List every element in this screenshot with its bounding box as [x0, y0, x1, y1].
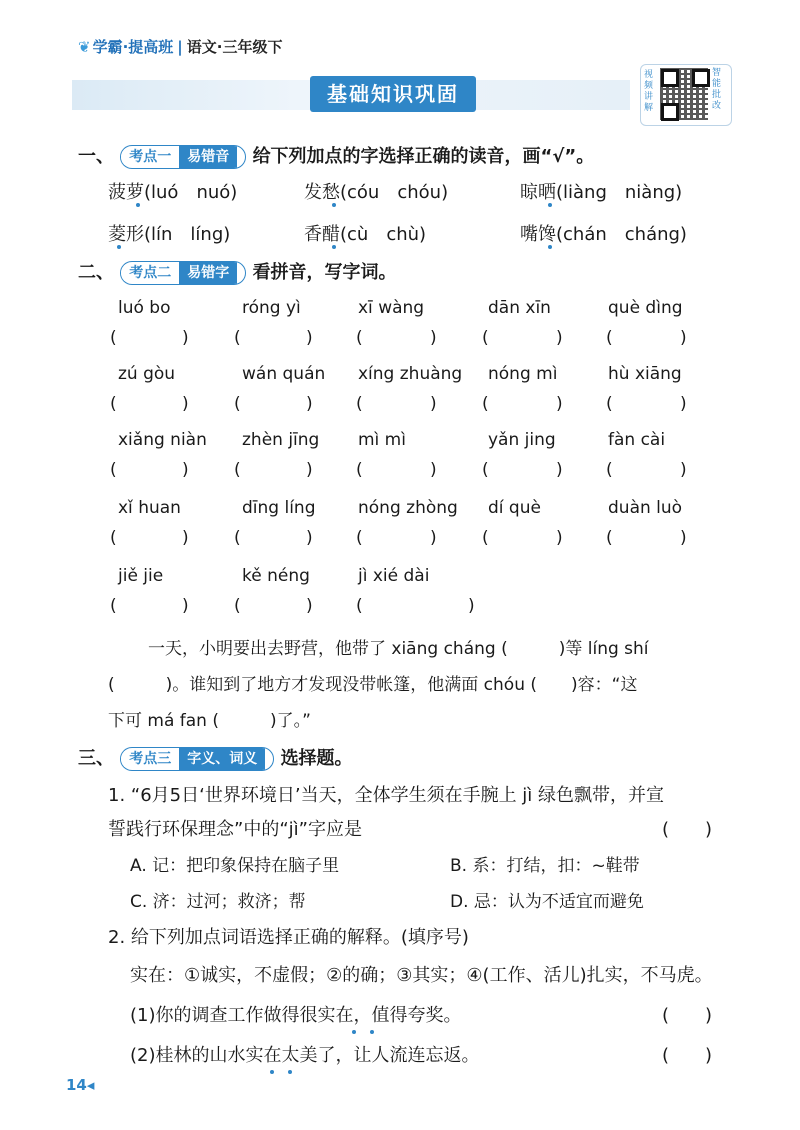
- answer-blank-close[interactable]: ): [182, 528, 189, 548]
- question-2-item: (1)你的调查工作做得很实在，值得夸奖。: [130, 1005, 462, 1026]
- emphasis-dot: [352, 1030, 356, 1034]
- pronunciation-item[interactable]: 晾晒(liàng niàng): [520, 182, 683, 203]
- definition-list: 实在：①诚实，不虚假；②的确；③其实；④(工作、活儿)扎实，不马虎。: [130, 965, 713, 986]
- emphasis-dot: [548, 245, 552, 249]
- pronunciation-item[interactable]: 香醋(cù chù): [304, 224, 427, 245]
- emphasis-dot: [117, 245, 121, 249]
- answer-blank-open[interactable]: (: [110, 328, 117, 348]
- answer-blank-close[interactable]: ): [306, 460, 313, 480]
- pinyin-prompt: hù xiāng: [608, 364, 682, 384]
- topic-tag: [120, 261, 246, 285]
- book-header: [78, 36, 282, 57]
- tag-label: 考点二: [121, 265, 179, 281]
- answer-blank-open[interactable]: (: [110, 596, 117, 616]
- qr-corner-icon: [661, 103, 679, 121]
- answer-blank-open[interactable]: (: [234, 460, 241, 480]
- passage-line[interactable]: ( )。谁知到了地方才发现没带帐篷，他满面 chóu ( )容：“这: [108, 675, 638, 695]
- answer-blank-open[interactable]: (: [356, 460, 363, 480]
- pinyin-prompt: xǐ huan: [118, 498, 181, 518]
- option-d[interactable]: D. 忌：认为不适宜而避免: [450, 892, 644, 912]
- answer-blank-open[interactable]: (: [234, 394, 241, 414]
- section-1-heading: [78, 142, 594, 169]
- pinyin-prompt: zhèn jīng: [242, 430, 320, 450]
- pinyin-prompt: dīng líng: [242, 498, 316, 518]
- page-title: 基础知识巩固: [310, 76, 476, 112]
- qr-corner-icon: [692, 69, 710, 87]
- answer-blank-open[interactable]: (: [606, 460, 613, 480]
- brand-name: 学霸·提高班: [92, 38, 174, 56]
- topic-tag: [120, 145, 246, 169]
- answer-blank-close[interactable]: ): [556, 528, 563, 548]
- answer-blank-close[interactable]: ): [556, 328, 563, 348]
- answer-blank-close[interactable]: ): [680, 328, 687, 348]
- answer-blank-close[interactable]: ): [680, 394, 687, 414]
- answer-blank-open[interactable]: (: [356, 394, 363, 414]
- answer-blank-open[interactable]: (: [234, 328, 241, 348]
- emphasis-dot: [136, 203, 140, 207]
- pinyin-prompt: jiě jie: [118, 566, 164, 586]
- pinyin-prompt: yǎn jing: [488, 430, 556, 450]
- pronunciation-item[interactable]: 嘴馋(chán cháng): [520, 224, 687, 245]
- option-b[interactable]: B. 系：打结，扣：~鞋带: [450, 856, 640, 876]
- pinyin-prompt: dān xīn: [488, 298, 551, 318]
- tag-label: 易错音: [179, 146, 237, 168]
- answer-blank-open[interactable]: (: [606, 328, 613, 348]
- section-instruction: 选择题。: [280, 748, 353, 769]
- question-2-item: (2)桂林的山水实在太美了，让人流连忘返。: [130, 1045, 480, 1066]
- answer-blank-open[interactable]: (: [482, 394, 489, 414]
- emphasis-dot: [270, 1070, 274, 1074]
- subject-grade: 语文·三年级下: [186, 38, 283, 56]
- answer-blank-close[interactable]: ): [680, 528, 687, 548]
- page-number: [66, 1076, 94, 1094]
- pinyin-prompt: xī wàng: [358, 298, 425, 318]
- answer-blank-open[interactable]: (: [356, 328, 363, 348]
- answer-blank-close[interactable]: ): [182, 394, 189, 414]
- tag-label: 考点一: [121, 149, 179, 165]
- answer-blank-open[interactable]: (: [356, 528, 363, 548]
- answer-blank-close[interactable]: ): [680, 460, 687, 480]
- answer-blank-close[interactable]: ): [306, 528, 313, 548]
- pronunciation-item[interactable]: 发愁(cóu chóu): [304, 182, 449, 203]
- section-instruction: 看拼音，写字词。: [252, 262, 397, 283]
- answer-blank-open[interactable]: (: [234, 528, 241, 548]
- answer-blank-close[interactable]: ): [556, 460, 563, 480]
- answer-blank-close[interactable]: ): [430, 328, 437, 348]
- answer-blank-open[interactable]: (: [482, 460, 489, 480]
- answer-blank[interactable]: ( ): [662, 1045, 713, 1066]
- triangle-icon: ◂: [86, 1076, 95, 1094]
- option-a[interactable]: A. 记：把印象保持在脑子里: [130, 856, 340, 876]
- pinyin-prompt: róng yì: [242, 298, 301, 318]
- question-1-text: 誓践行环保理念”中的“jì”字应是: [108, 819, 362, 840]
- emphasis-dot: [548, 203, 552, 207]
- emphasis-dot: [370, 1030, 374, 1034]
- passage-line[interactable]: 一天，小明要出去野营，他带了 xiāng cháng ( )等 líng shí: [148, 639, 649, 659]
- pronunciation-item[interactable]: 菠萝(luó nuó): [108, 182, 238, 203]
- answer-blank-close[interactable]: ): [430, 394, 437, 414]
- answer-blank-open[interactable]: (: [482, 328, 489, 348]
- tag-label: 考点三: [121, 751, 179, 767]
- tag-label: 易错字: [179, 262, 237, 284]
- pinyin-prompt: luó bo: [118, 298, 171, 318]
- pinyin-prompt: què dìng: [608, 298, 683, 318]
- section-3-heading: [78, 744, 353, 771]
- answer-blank-close[interactable]: ): [182, 596, 189, 616]
- section-number: 三、: [78, 748, 114, 769]
- pinyin-prompt: nóng mì: [488, 364, 558, 384]
- section-number: 二、: [78, 262, 114, 283]
- section-2-heading: [78, 258, 397, 285]
- answer-blank-open[interactable]: (: [606, 394, 613, 414]
- answer-blank-close[interactable]: ): [556, 394, 563, 414]
- answer-blank-close[interactable]: ): [306, 394, 313, 414]
- answer-blank-close[interactable]: ): [430, 460, 437, 480]
- pinyin-prompt: kě néng: [242, 566, 310, 586]
- passage-line[interactable]: 下可 má fan ( )了。”: [108, 711, 311, 731]
- question-1-text: 1. “6月5日‘世界环境日’当天，全体学生须在手腕上 jì 绿色飘带，并宣: [108, 785, 665, 806]
- pinyin-prompt: jì xié dài: [358, 566, 430, 586]
- pinyin-prompt: wán quán: [242, 364, 326, 384]
- answer-blank-open[interactable]: (: [110, 528, 117, 548]
- pinyin-prompt: xíng zhuàng: [358, 364, 463, 384]
- answer-blank[interactable]: ( ): [662, 819, 713, 840]
- emphasis-dot: [288, 1070, 292, 1074]
- answer-blank-close[interactable]: ): [182, 328, 189, 348]
- answer-blank-open[interactable]: (: [482, 528, 489, 548]
- answer-blank-close[interactable]: ): [182, 460, 189, 480]
- pinyin-prompt: fàn cài: [608, 430, 666, 450]
- answer-blank-open[interactable]: (: [234, 596, 241, 616]
- qr-corner-icon: [661, 69, 679, 87]
- header-separator: |: [177, 38, 183, 56]
- option-c[interactable]: C. 济：过河；救济；帮: [130, 892, 306, 912]
- answer-blank-close[interactable]: ): [306, 328, 313, 348]
- answer-blank-close[interactable]: ): [430, 528, 437, 548]
- emphasis-dot: [332, 203, 336, 207]
- answer-blank-open[interactable]: (: [356, 596, 363, 616]
- qr-label-video: 视频讲解: [644, 70, 654, 113]
- answer-blank-open[interactable]: (: [606, 528, 613, 548]
- leaf-icon: ❦: [78, 38, 91, 56]
- answer-blank-open[interactable]: (: [110, 394, 117, 414]
- answer-blank-close[interactable]: ): [306, 596, 313, 616]
- qr-label-grading: 智能批改: [712, 68, 722, 111]
- section-number: 一、: [78, 146, 114, 167]
- topic-tag: [120, 747, 274, 771]
- pinyin-prompt: nóng zhòng: [358, 498, 458, 518]
- answer-blank-close[interactable]: ): [468, 596, 475, 616]
- question-2-title: 2. 给下列加点词语选择正确的解释。(填序号): [108, 927, 469, 948]
- pronunciation-item[interactable]: 菱形(lín líng): [108, 224, 231, 245]
- pinyin-prompt: mì mì: [358, 430, 406, 450]
- pinyin-prompt: duàn luò: [608, 498, 683, 518]
- section-instruction: 给下列加点的字选择正确的读音，画“√”。: [252, 146, 595, 167]
- pinyin-prompt: dí què: [488, 498, 541, 518]
- pinyin-prompt: zú gòu: [118, 364, 176, 384]
- page-number-value: 14: [66, 1076, 87, 1094]
- tag-label: 字义、词义: [179, 748, 265, 770]
- pinyin-prompt: xiǎng niàn: [118, 430, 207, 450]
- answer-blank[interactable]: ( ): [662, 1005, 713, 1026]
- answer-blank-open[interactable]: (: [110, 460, 117, 480]
- emphasis-dot: [332, 245, 336, 249]
